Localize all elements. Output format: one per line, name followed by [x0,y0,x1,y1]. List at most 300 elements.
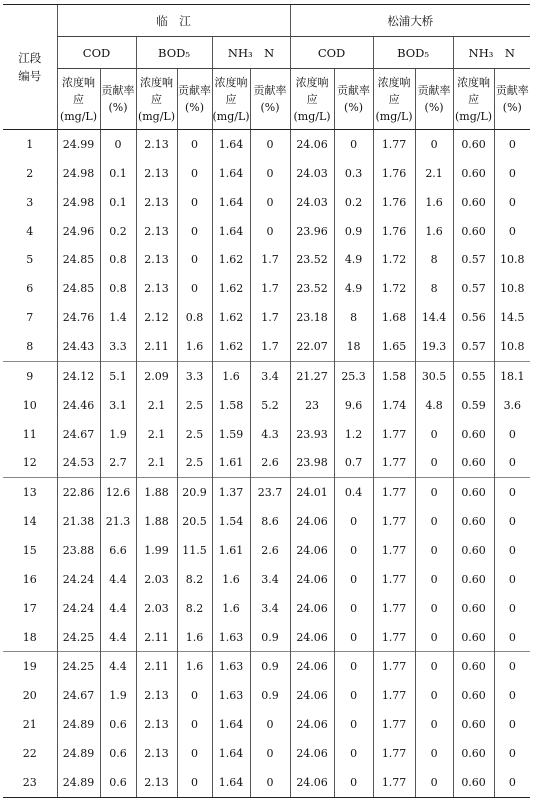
sub-conc-header: 浓度响应(mg/L) [212,69,250,130]
table-row [3,739,530,768]
table-row [3,507,530,536]
table-cell: 0 [177,217,212,246]
table-cell: 0 [415,478,453,507]
table-cell: 2.5 [177,391,212,420]
segment-number-cell: 18 [22,630,37,644]
table-cell: 3.4 [250,565,290,594]
table-cell: 23.98 [290,448,334,477]
table-cell: 24.43 [57,332,100,361]
table-cell: 3.3 [100,332,136,361]
table-cell: 8.2 [177,594,212,623]
table-cell: 8 [415,245,453,274]
table-cell: 20.9 [177,478,212,507]
table-row [3,188,530,217]
table-cell: 21.3 [100,507,136,536]
segment-number-cell: 11 [22,427,37,441]
table-cell: 0 [494,420,530,449]
table-cell: 0.60 [453,710,494,739]
segment-number-cell: 5 [26,253,34,267]
table-cell: 24.06 [290,536,334,565]
table-cell: 2.13 [136,710,177,739]
segment-number-cell: 22 [22,746,37,760]
table-cell: 24.96 [57,217,100,246]
table-cell: 1.99 [136,536,177,565]
table-cell: 23.93 [290,420,334,449]
table-row [3,361,530,390]
table-cell: 0 [415,739,453,768]
table-cell: 2.1 [136,420,177,449]
segment-number-cell: 7 [26,311,34,325]
table-cell: 1.62 [212,274,250,303]
sub-rate-header: 贡献率(%) [415,69,453,130]
table-cell: 1.65 [373,332,415,361]
table-cell: 24.46 [57,391,100,420]
table-cell: 0 [494,739,530,768]
table-cell: 9.6 [334,391,373,420]
table-cell: 0.60 [453,478,494,507]
table-row [3,681,530,710]
segment-number-cell: 9 [3,361,57,390]
table-cell: 0.60 [453,188,494,217]
sub-conc-header: 浓度响应(mg/L) [136,69,177,130]
table-cell: 0.60 [453,594,494,623]
table-cell: 0.9 [250,681,290,710]
table-cell: 0 [250,739,290,768]
table-cell: 1.6 [212,594,250,623]
table-cell: 0.60 [453,448,494,477]
segment-number-cell: 19 [3,652,57,681]
table-cell: 2.1 [136,448,177,477]
table-cell: 18 [334,332,373,361]
g1-cod-header: COD [57,37,136,69]
table-cell: 1.77 [373,652,415,681]
table-cell: 4.8 [415,391,453,420]
table-row [3,159,530,188]
sub-conc-header: 浓度响应(mg/L) [373,69,415,130]
table-cell: 0 [494,536,530,565]
table-cell: 1.61 [212,448,250,477]
table-cell: 22.86 [57,478,100,507]
table-cell: 24.06 [290,652,334,681]
table-row [3,768,530,797]
table-cell: 1.54 [212,507,250,536]
table-cell: 2.13 [136,188,177,217]
table-cell: 1.64 [212,768,250,797]
table-cell: 25.3 [334,361,373,390]
table-cell: 2.09 [136,361,177,390]
table-cell: 5.1 [100,361,136,390]
table-cell: 1.64 [212,739,250,768]
table-cell: 1.88 [136,507,177,536]
table-cell: 1.6 [177,332,212,361]
table-cell: 0 [415,448,453,477]
table-cell: 24.25 [57,623,100,652]
table-cell: 0 [494,594,530,623]
table-row [3,130,530,159]
table-cell: 23.52 [290,245,334,274]
table-cell: 24.76 [57,303,100,332]
table-cell: 0 [177,739,212,768]
table-cell: 0 [334,623,373,652]
table-cell: 1.7 [250,303,290,332]
table-cell: 5.2 [250,391,290,420]
table-cell: 0 [494,652,530,681]
table-cell: 2.13 [136,245,177,274]
table-cell: 1.72 [373,245,415,274]
table-cell: 10.8 [494,332,530,361]
table-cell: 0 [494,159,530,188]
table-cell: 1.63 [212,652,250,681]
table-cell: 1.77 [373,768,415,797]
table-cell: 0 [334,594,373,623]
table-cell: 1.6 [212,361,250,390]
table-cell: 1.62 [212,332,250,361]
table-cell: 0 [415,536,453,565]
table-cell: 1.58 [373,361,415,390]
table-cell: 1.76 [373,217,415,246]
sub-rate-header: 贡献率(%) [334,69,373,130]
table-cell: 24.06 [290,130,334,159]
table-cell: 0 [334,130,373,159]
table-cell: 23.88 [57,536,100,565]
g1-bod-header: BOD₅ [136,37,212,69]
table-cell: 1.6 [415,188,453,217]
table-cell: 1.72 [373,274,415,303]
table-cell: 4.4 [100,652,136,681]
table-cell: 2.12 [136,303,177,332]
table-row [3,303,530,332]
table-row [3,391,530,420]
table-cell: 0 [415,420,453,449]
table-cell: 2.5 [177,420,212,449]
table-cell: 1.77 [373,478,415,507]
table-cell: 0.57 [453,332,494,361]
table-cell: 0 [334,652,373,681]
table-cell: 23.52 [290,274,334,303]
table-cell: 2.6 [250,536,290,565]
table-cell: 1.63 [212,681,250,710]
table-cell: 2.13 [136,274,177,303]
table-cell: 0 [334,739,373,768]
table-cell: 1.61 [212,536,250,565]
table-cell: 0.6 [100,710,136,739]
table-cell: 0 [177,274,212,303]
table-cell: 24.06 [290,681,334,710]
segment-number-cell: 14 [22,515,37,529]
table-cell: 0 [177,130,212,159]
table-row [3,594,530,623]
table-cell: 1.64 [212,188,250,217]
table-cell: 1.77 [373,420,415,449]
table-cell: 0.2 [100,217,136,246]
table-cell: 0 [494,448,530,477]
table-cell: 12.6 [100,478,136,507]
table-cell: 4.4 [100,623,136,652]
table-cell: 2.13 [136,768,177,797]
table-cell: 0 [100,130,136,159]
table-cell: 24.67 [57,681,100,710]
segment-number-cell: 3 [26,195,34,209]
g2-bod-header: BOD₅ [373,37,453,69]
table-cell: 0.6 [100,768,136,797]
table-cell: 0.6 [100,739,136,768]
table-cell: 24.25 [57,652,100,681]
table-cell: 1.77 [373,536,415,565]
table-cell: 0.9 [250,652,290,681]
table-cell: 23.7 [250,478,290,507]
table-cell: 24.85 [57,245,100,274]
table-cell: 0 [250,130,290,159]
table-cell: 0 [250,217,290,246]
table-cell: 0 [415,710,453,739]
table-cell: 24.53 [57,448,100,477]
table-cell: 2.13 [136,159,177,188]
table-cell: 2.5 [177,448,212,477]
table-cell: 4.4 [100,565,136,594]
table-cell: 0.60 [453,652,494,681]
table-cell: 1.64 [212,217,250,246]
table-cell: 1.64 [212,130,250,159]
table-cell: 6.6 [100,536,136,565]
table-cell: 1.9 [100,420,136,449]
table-cell: 2.13 [136,681,177,710]
table-header [3,5,530,130]
table-cell: 24.01 [290,478,334,507]
table-cell: 0 [334,681,373,710]
table-cell: 24.89 [57,710,100,739]
table-cell: 4.9 [334,274,373,303]
table-cell: 2.1 [415,159,453,188]
sub-conc-header: 浓度响应(mg/L) [57,69,100,130]
group-songpu-header: 松浦大桥 [290,5,530,37]
table-cell: 0.57 [453,274,494,303]
table-cell: 1.58 [212,391,250,420]
table-cell: 1.77 [373,130,415,159]
table-cell: 0.8 [177,303,212,332]
table-cell: 0.60 [453,623,494,652]
table-cell: 0.60 [453,681,494,710]
table-cell: 1.77 [373,739,415,768]
table-cell: 1.77 [373,623,415,652]
table-cell: 0 [494,217,530,246]
table-cell: 2.1 [136,391,177,420]
table-cell: 1.4 [100,303,136,332]
table-row [3,245,530,274]
table-cell: 0 [334,768,373,797]
table-cell: 1.6 [177,652,212,681]
table-cell: 1.64 [212,159,250,188]
table-cell: 0 [494,130,530,159]
table-cell: 3.1 [100,391,136,420]
table-cell: 3.3 [177,361,212,390]
table-cell: 0.60 [453,768,494,797]
table-cell: 10.8 [494,245,530,274]
table-cell: 21.27 [290,361,334,390]
table-cell: 11.5 [177,536,212,565]
table-cell: 0 [250,159,290,188]
table-cell: 1.88 [136,478,177,507]
table-cell: 0 [415,768,453,797]
table-cell: 2.11 [136,652,177,681]
table-cell: 0 [415,623,453,652]
table-row [3,478,530,507]
table-cell: 0.60 [453,130,494,159]
table-cell: 0.60 [453,217,494,246]
table-cell: 1.76 [373,188,415,217]
segment-number-cell: 21 [22,718,37,732]
table-cell: 14.5 [494,303,530,332]
segment-number-cell: 8 [26,339,34,353]
table-cell: 0 [494,478,530,507]
table-cell: 0.60 [453,420,494,449]
table-cell: 24.89 [57,768,100,797]
table-cell: 1.7 [250,332,290,361]
table-cell: 0 [250,188,290,217]
table-cell: 18.1 [494,361,530,390]
group-linjiang-header: 临 江 [57,5,290,37]
table-cell: 0 [177,245,212,274]
segment-number-cell: 15 [22,543,37,557]
table-cell: 0 [250,710,290,739]
table-cell: 2.11 [136,332,177,361]
table-cell: 0 [494,768,530,797]
table-cell: 22.07 [290,332,334,361]
table-cell: 0 [494,565,530,594]
table-cell: 24.99 [57,130,100,159]
table-cell: 0 [177,710,212,739]
table-cell: 24.24 [57,565,100,594]
table-cell: 24.98 [57,159,100,188]
table-cell: 0 [177,188,212,217]
table-cell: 3.6 [494,391,530,420]
table-cell: 1.74 [373,391,415,420]
table-cell: 24.06 [290,594,334,623]
segment-number-cell: 4 [26,224,34,238]
segment-number-cell: 20 [22,689,37,703]
table-row [3,274,530,303]
table-cell: 1.62 [212,303,250,332]
table-cell: 1.77 [373,507,415,536]
table-cell: 23.18 [290,303,334,332]
table-cell: 0.60 [453,565,494,594]
table-cell: 0 [415,130,453,159]
table-cell: 1.63 [212,623,250,652]
table-cell: 0.8 [100,274,136,303]
table-cell: 0.3 [334,159,373,188]
table-cell: 19.3 [415,332,453,361]
table-cell: 24.24 [57,594,100,623]
table-cell: 24.12 [57,361,100,390]
table-cell: 21.38 [57,507,100,536]
table-cell: 23 [290,391,334,420]
table-cell: 0 [415,652,453,681]
table-cell: 0 [334,507,373,536]
sub-rate-header: 贡献率(%) [177,69,212,130]
table-cell: 0.4 [334,478,373,507]
table-cell: 0.59 [453,391,494,420]
table-cell: 2.13 [136,217,177,246]
table-cell: 1.7 [250,245,290,274]
table-cell: 8 [415,274,453,303]
table-cell: 0.60 [453,159,494,188]
table-cell: 1.77 [373,448,415,477]
segment-number-cell: 6 [26,282,34,296]
table-cell: 0 [250,768,290,797]
segment-number-cell: 1 [26,137,34,151]
table-cell: 1.6 [177,623,212,652]
table-cell: 0 [334,565,373,594]
table-cell: 0 [415,594,453,623]
table-cell: 2.7 [100,448,136,477]
table-cell: 2.13 [136,130,177,159]
table-cell: 0.60 [453,536,494,565]
table-cell: 24.06 [290,710,334,739]
sub-rate-header: 贡献率(%) [250,69,290,130]
table-cell: 2.03 [136,565,177,594]
table-cell: 1.64 [212,710,250,739]
segment-col-header [3,5,57,130]
table-cell: 0 [177,159,212,188]
segment-number-cell: 2 [26,166,34,180]
sub-rate-header: 贡献率(%) [494,69,530,130]
table-cell: 24.03 [290,159,334,188]
table-cell: 3.4 [250,594,290,623]
sub-rate-header: 贡献率(%) [100,69,136,130]
table-cell: 0 [494,710,530,739]
g1-nh3-header: NH₃ N [212,37,290,69]
data-table [3,4,530,798]
table-cell: 10.8 [494,274,530,303]
segment-number-cell: 17 [22,601,37,615]
table-cell: 0 [415,565,453,594]
table-cell: 8.6 [250,507,290,536]
table-cell: 24.06 [290,739,334,768]
table-cell: 24.67 [57,420,100,449]
table-cell: 2.13 [136,739,177,768]
table-cell: 1.9 [100,681,136,710]
table-row [3,448,530,477]
table-cell: 0 [494,507,530,536]
table-cell: 1.7 [250,274,290,303]
table-cell: 1.77 [373,710,415,739]
table-cell: 1.62 [212,245,250,274]
table-cell: 0 [334,710,373,739]
table-cell: 1.77 [373,681,415,710]
segment-number-cell: 12 [22,456,37,470]
segment-col-label: 江段编号 [18,51,42,83]
table-cell: 0.57 [453,245,494,274]
segment-number-cell: 10 [22,398,37,412]
table-cell: 24.06 [290,507,334,536]
table-cell: 1.2 [334,420,373,449]
table-cell: 1.37 [212,478,250,507]
table-cell: 1.77 [373,594,415,623]
table-cell: 24.89 [57,739,100,768]
table-cell: 0 [177,768,212,797]
table-row [3,332,530,361]
table-cell: 4.9 [334,245,373,274]
table-cell: 2.11 [136,623,177,652]
table-cell: 1.59 [212,420,250,449]
table-cell: 4.4 [100,594,136,623]
table-cell: 2.03 [136,594,177,623]
table-cell: 0.9 [334,217,373,246]
table-cell: 0 [494,681,530,710]
table-cell: 2.6 [250,448,290,477]
table-cell: 1.68 [373,303,415,332]
table-cell: 0.7 [334,448,373,477]
g2-cod-header: COD [290,37,373,69]
